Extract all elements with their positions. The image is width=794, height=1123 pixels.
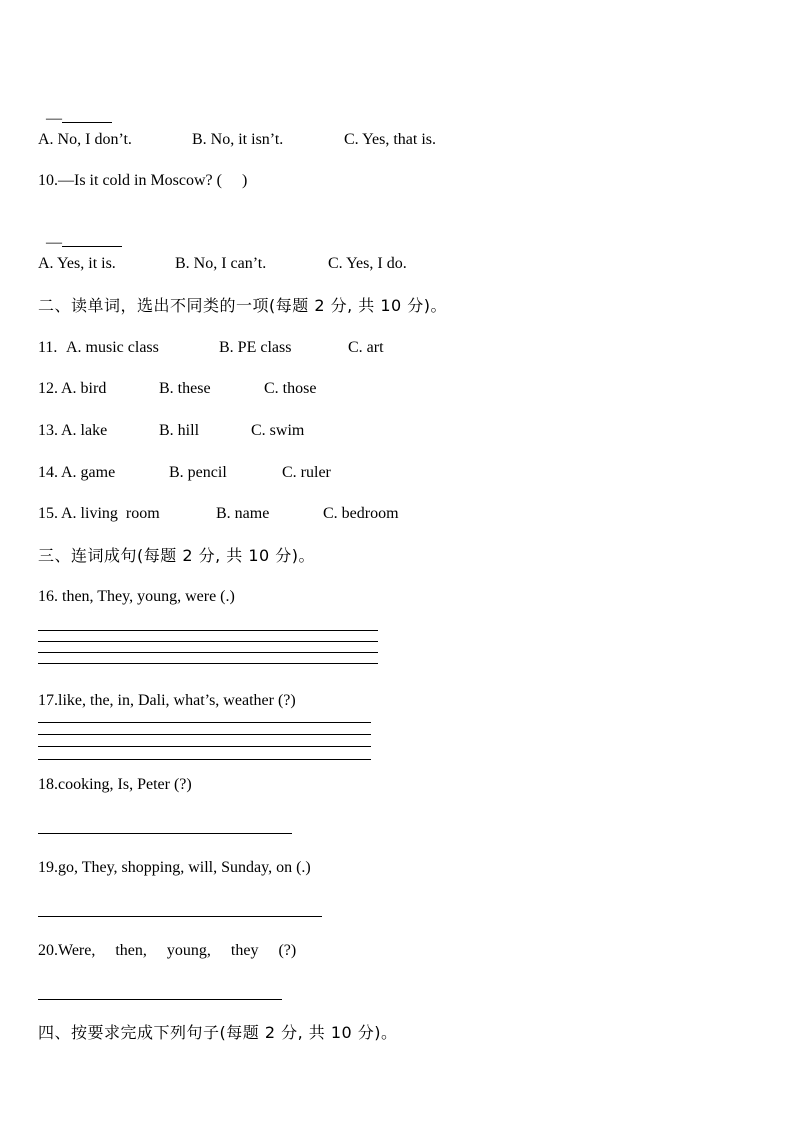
q10-answer-dash: — bbox=[46, 234, 62, 251]
q15-option-b[interactable]: B. name bbox=[216, 505, 270, 522]
q9-answer-blank[interactable] bbox=[62, 108, 112, 123]
q12-number: 12. bbox=[38, 380, 58, 397]
q17-writing-line-2[interactable] bbox=[38, 734, 371, 735]
q13-option-c[interactable]: C. swim bbox=[251, 422, 305, 439]
q17-writing-line-1[interactable] bbox=[38, 722, 371, 723]
q9-answer-line bbox=[38, 88, 112, 129]
q14-option-a[interactable]: A. game bbox=[61, 464, 116, 481]
q13-option-a[interactable]: A. lake bbox=[61, 422, 108, 439]
q20-answer-line[interactable] bbox=[38, 999, 282, 1000]
q13-option-b[interactable]: B. hill bbox=[159, 422, 200, 439]
q13-number: 13. bbox=[38, 422, 58, 439]
q11-option-c[interactable]: C. art bbox=[348, 339, 384, 356]
q10-option-c[interactable]: C. Yes, I do. bbox=[328, 255, 407, 272]
q16-writing-line-1[interactable] bbox=[38, 630, 378, 631]
q15-option-a[interactable]: A. living room bbox=[61, 505, 160, 522]
q9-answer-dash: — bbox=[46, 110, 62, 127]
section3-heading: 三、连词成句(每题 2 分, 共 10 分)。 bbox=[38, 546, 316, 565]
q14-number: 14. bbox=[38, 464, 58, 481]
q11-option-b[interactable]: B. PE class bbox=[219, 339, 292, 356]
q19-prompt: 19.go, They, shopping, will, Sunday, on (.) bbox=[38, 859, 311, 876]
section2-heading: 二、读单词，选出不同类的一项(每题 2 分, 共 10 分)。 bbox=[38, 296, 448, 315]
q16-prompt: 16. then, They, young, were (.) bbox=[38, 588, 235, 605]
q9-option-b[interactable]: B. No, it isn’t. bbox=[192, 131, 284, 148]
q12-option-b[interactable]: B. these bbox=[159, 380, 211, 397]
q14-option-c[interactable]: C. ruler bbox=[282, 464, 331, 481]
q11-option-a[interactable]: A. music class bbox=[66, 339, 159, 356]
q19-answer-line[interactable] bbox=[38, 916, 322, 917]
q12-option-c[interactable]: C. those bbox=[264, 380, 317, 397]
q9-option-a[interactable]: A. No, I don’t. bbox=[38, 131, 132, 148]
q9-option-c[interactable]: C. Yes, that is. bbox=[344, 131, 437, 148]
q10-question: 10.—Is it cold in Moscow? ( ) bbox=[38, 172, 248, 189]
section4-heading: 四、按要求完成下列句子(每题 2 分, 共 10 分)。 bbox=[38, 1023, 398, 1042]
q11-number: 11. bbox=[38, 339, 58, 356]
q17-writing-line-4[interactable] bbox=[38, 759, 371, 760]
q17-writing-line-3[interactable] bbox=[38, 746, 371, 747]
q10-option-a[interactable]: A. Yes, it is. bbox=[38, 255, 116, 272]
q17-prompt: 17.like, the, in, Dali, what’s, weather (?) bbox=[38, 692, 296, 709]
q10-option-b[interactable]: B. No, I can’t. bbox=[175, 255, 267, 272]
q14-option-b[interactable]: B. pencil bbox=[169, 464, 227, 481]
q20-prompt: 20.Were, then, young, they (?) bbox=[38, 942, 297, 959]
q12-option-a[interactable]: A. bird bbox=[61, 380, 107, 397]
q16-writing-line-4[interactable] bbox=[38, 663, 378, 664]
q15-number: 15. bbox=[38, 505, 58, 522]
q16-writing-line-2[interactable] bbox=[38, 641, 378, 642]
q15-option-c[interactable]: C. bedroom bbox=[323, 505, 399, 522]
q10-answer-blank[interactable] bbox=[62, 232, 122, 247]
q18-prompt: 18.cooking, Is, Peter (?) bbox=[38, 776, 192, 793]
q16-writing-line-3[interactable] bbox=[38, 652, 378, 653]
q10-answer-line bbox=[38, 212, 122, 253]
q18-answer-line[interactable] bbox=[38, 833, 292, 834]
